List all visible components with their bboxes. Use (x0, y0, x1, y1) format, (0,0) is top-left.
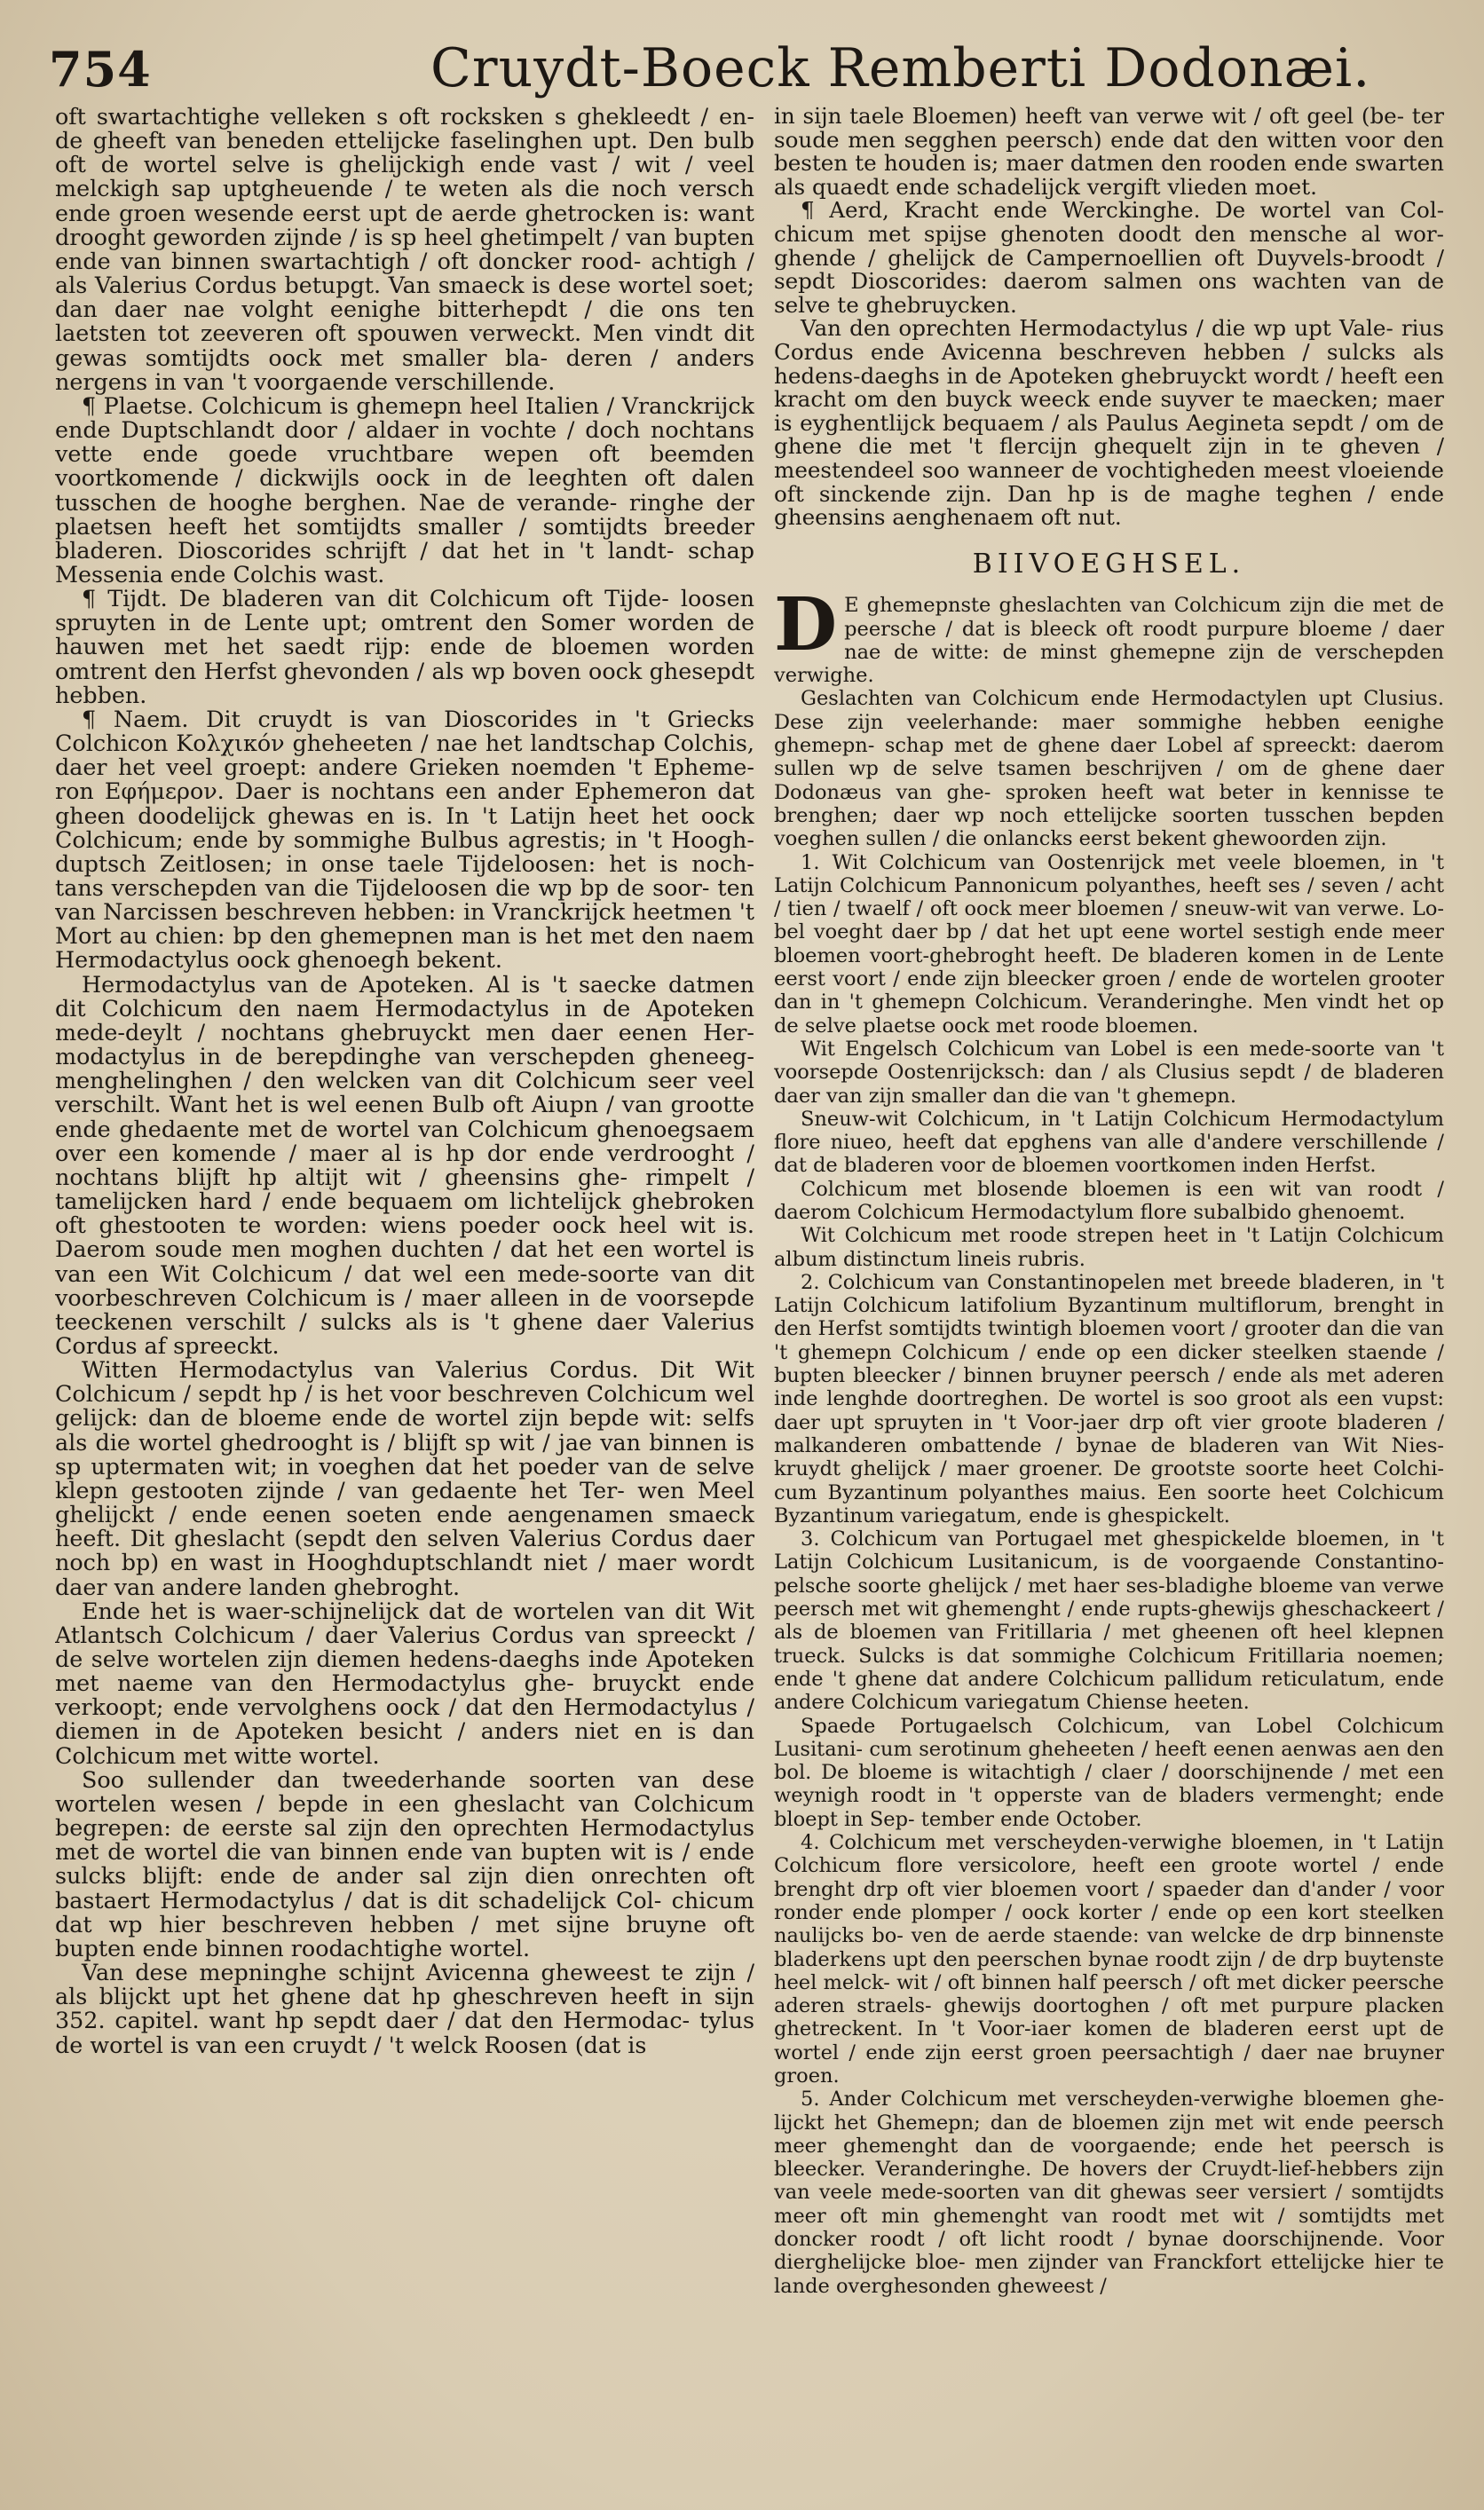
bijvoegsel-paragraph: 4. Colchicum met verscheyden-verwighe bloemen, in 't Latijn Colchicum flore versicolore, heeft een groote wortel / ende brenght drp oft vier bloemen voort / spaeder dan d'ander / voor ronder ende plomper / oock korter / ende op een kort steelken naulijcks bo- ven de aerde staende: van welcke de drp binnenste bladerkens upt den peerschen bynae roodt zijn / de drp buytenste heel melck- wit / oft binnen half peersch / oft met dicker peersche aderen straels- ghewijs doortoghen / oft met purpure placken ghetreckent. In 't Voor-iaer komen de bladeren eerst upt de wortel / ende zijn eerst groen peersachtigh / daer nae bruyner groen. (774, 1831, 1444, 2088)
bijvoegsel-intro (774, 582, 1444, 688)
page-header (49, 36, 1442, 98)
bijvoegsel-paragraph: 3. Colchicum van Portugael met ghespickelde bloemen, in 't Latijn Colchicum Lusitanicum, is de voorgaende Constantino- pelsche soorte ghelijck / met haer ses-bladighe bloeme van verwe peersch met wit ghemenght / ende rupts-ghewijs gheschackeert / als de bloemen van Fritillaria / met gheenen oft heel klepnen trueck. Sulcks is dat sommighe Colchicum Fritillaria noemen; ende 't ghene dat andere Colchicum pallidum reticulatum, ende andere Colchicum variegatum Chiense heeten. (774, 1527, 1444, 1715)
paragraph-aerd-kracht: ¶ Aerd, Kracht ende Werckinghe. De wortel van Col- chicum met spijse ghenoten doodt den mensche al wor- ghende / ghelijck de Campernoellien oft Duyvels-broodt / sepdt Dioscorides: daerom salmen ons wachten van de selve te ghebruycken. (774, 197, 1444, 318)
bijvoegsel-intro-text: E ghemepnste gheslachten van Colchicum zijn die met de peersche / dat is bleeck oft roodt purpure bloeme / daer nae de witte: de minst ghemepne zijn de verschepden verwighe. (774, 594, 1444, 688)
page-number: 754 (49, 41, 152, 98)
paragraph-witten-hermodactylus: Witten Hermodactylus van Valerius Cordus. Dit Wit Colchicum / sepdt hp / is het voor beschreven Colchicum wel gelijck: dan de bloeme ende de wortel zijn bepde wit: selfs als die wortel ghedrooght is / blijft sp wit / jae van binnen is sp uptermaten wit; in voeghen dat het poeder van de selve klepn gestooten zijnde / van gedaente het Ter- wen Meel ghelijckt / ende eenen soeten ende aengenamen smaeck heeft. Dit gheslacht (sepdt den selven Valerius Cordus daer noch bp) en wast in Hooghduptschlandt niet / maer wordt daer van andere landen ghebroght. (55, 1356, 754, 1600)
paragraph-tweederhande-soorten: Soo sullender dan tweederhande soorten van dese wortelen wesen / bepde in een gheslacht van Colchicum begrepen: de eerste sal zijn den oprechten Hermodactylus met de wortel die van binnen ende van bupten wit is / ende sulcks blijft: ende de ander sal zijn dien onrechten oft bastaert Hermodactylus / dat is dit schadelijck Col- chicum dat wp hier beschreven hebben / met sijne bruyne oft bupten ende binnen roodachtighe wortel. (55, 1765, 754, 1961)
paragraph-continuation: in sijn taele Bloemen) heeft van verwe wit / oft geel (be- ter soude men segghen peersch) ende dat den witten voor den besten te houden is; maer datmen den rooden ende swarten als quaedt ende schadelijck vergift vlieden moet. (774, 105, 1444, 200)
bijvoegsel-section (774, 582, 1444, 2298)
bijvoegsel-paragraph: 5. Ander Colchicum met verscheyden-verwighe bloemen ghe- lijckt het Ghemepn; dan de bloemen zijn met wit ende peersch meer ghemenght dan de voorgaende; ende het peersch is bleecker. Veranderinghe. De hovers der Cruydt-lief-hebbers zijn van veele mede-soorten van dit ghewas seer versiert / somtijdts meer oft min ghemenght van roodt met wit / somtijdts met doncker roodt / oft licht roodt / bynae doorschijnende. Voor dierghelijcke bloe- men zijnder van Franckfort ettelijcke hier te lande overghesonden gheweest / (774, 2088, 1444, 2298)
paragraph-plaetse: ¶ Plaetse. Colchicum is ghemepn heel Italien / Vranckrijck ende Duptschlandt door / aldaer in vochte / doch nochtans vette ende goede vruchtbare wepen oft beemden voortkomende / dickwijls oock in de leeghten oft dalen tusschen de hooghe berghen. Nae de verande- ringhe der plaetsen heeft het somtijdts smaller / somtijdts breeder bladeren. Dioscorides schrijft / dat het in 't landt- schap Messenia ende Colchis wast. (55, 391, 754, 588)
bijvoegsel-paragraph: Wit Engelsch Colchicum van Lobel is een mede-soorte van 't voorsepde Oostenrijcksch: dan / als Clusius sepdt / de bladeren daer van zijn smaller dan die van 't ghemepn. (774, 1037, 1444, 1108)
drop-cap-letter: D (774, 582, 838, 668)
paragraph-naem: ¶ Naem. Dit cruydt is van Dioscorides in 't Griecks Colchicon Κολχικόν gheheeten / nae het landtschap Colchis, daer het veel groept: andere Grieken noemden 't Epheme- ron Εφήμερον. Daer is nochtans een ander Ephemeron dat gheen doodelijck ghewas en is. In 't Latijn heet het oock Colchicum; ende by sommighe Bulbus agrestis; in 't Hoogh- duptsch Zeitlosen; in onse taele Tijdeloosen: het is noch- tans verschepden van die Tijdeloosen die wp bp de soor- ten van Narcissen beschreven hebben: in Vranckrijck heetmen 't Mort au chien: bp den ghemepnen man is het met den naem Hermodactylus oock ghenoegh bekent. (55, 705, 754, 974)
running-title: Cruydt-Boeck Remberti Dodonæi. (430, 37, 1371, 99)
bijvoegsel-paragraph: Wit Colchicum met roode strepen heet in 't Latijn Colchicum album distinctum lineis rubris. (774, 1224, 1444, 1271)
bijvoegsel-paragraph: Sneuw-wit Colchicum, in 't Latijn Colchicum Hermodactylum flore niueo, heeft dat epghens van alle d'andere verschillende / dat de bladeren voor de bloemen voortkomen inden Herfst. (774, 1107, 1444, 1178)
paragraph-description: oft swartachtighe velleken s oft rocksken s ghekleedt / en- de gheeft van beneden ettelijcke faselinghen upt. Den bulb oft de wortel selve is ghelijckigh ende vast / wit / veel melckigh sap uptgheuende / te weten als die noch versch ende groen wesende eerst upt de aerde ghetrocken is: want drooght geworden zijnde / is sp heel ghetimpelt / van bupten ende van binnen swartachtigh / oft doncker rood- achtigh / als Valerius Cordus betupgt. Van smaeck is dese wortel soet; dan daer nae volght eenighe bitterhepdt / die ons ten laetsten tot zeeveren oft spouwen verweckt. Men vindt dit gewas somtijdts oock met smaller bla- deren / anders nergens in van 't voorgaende verschillende. (55, 105, 754, 395)
paragraph-waer-schijnelijck: Ende het is waer-schijnelijck dat de wortelen van dit Wit Atlantsch Colchicum / daer Valerius Cordus van spreeckt / de selve wortelen zijn diemen hedens-daeghs inde Apoteken met naeme van den Hermodactylus ghe- bruyckt ende verkoopt; ende vervolghens oock / dat den Hermodactylus / diemen in de Apoteken besicht / anders niet en is dan Colchicum met witte wortel. (55, 1597, 754, 1769)
section-heading: BIIVOEGHSEL. (972, 548, 1246, 580)
bijvoegsel-paragraph: 1. Wit Colchicum van Oostenrijck met veele bloemen, in 't Latijn Colchicum Pannonicum polyanthes, heeft ses / seven / acht / tien / twaelf / oft oock meer bloemen / sneuw-wit van verwe. Lo- bel voeght daer bp / dat het upt eene wortel sestigh ende meer bloemen voort-ghebroght heeft. De bladeren komen in de Lente eerst voort / ende zijn bleecker groen / ende de wortelen grooter dan in 't ghemepn Colchicum. Veranderinghe. Men vindt het op de selve plaetse oock met roode bloemen. (774, 850, 1444, 1038)
bijvoegsel-paragraph: Geslachten van Colchicum ende Hermodactylen upt Clusius. Dese zijn veelerhande: maer sommighe hebben eenighe ghemepn- schap met de ghene daer Lobel af spreeckt: daerom sullen wp de selve tsamen beschrijven / om de ghene daer Dodonæus van ghe- sproken heeft wat beter in kennisse te brenghen; daer wp noch ettelijcke soorten tusschen bepden voeghen sullen / die onlancks eerst bekent ghewoorden zijn. (774, 687, 1444, 851)
paragraph-avicenna: Van dese mepninghe schijnt Avicenna gheweest te zijn / als blijckt upt het ghene dat hp gheschreven heeft in sijn 352. capitel. want hp sepdt daer / dat den Hermodac- tylus de wortel is van een cruydt / 't welck Roosen (dat is (55, 1959, 754, 2058)
bijvoegsel-paragraph: Colchicum met blosende bloemen is een wit van roodt / daerom Colchicum Hermodactylum flore subalbido ghenoemt. (774, 1177, 1444, 1224)
bijvoegsel-paragraph: Spaede Portugaelsch Colchicum, van Lobel Colchicum Lusitani- cum serotinum gheheeten / heeft eenen aenwas aen den bol. De bloeme is witachtigh / claer / doorschijnende / met een weynigh roodt in 't opperste van de bladers vermenght; ende bloept in Sep- tember ende October. (774, 1714, 1444, 1831)
right-text-column (774, 105, 1444, 2492)
paragraph-oprechten-hermodactylus: Van den oprechten Hermodactylus / die wp upt Vale- rius Cordus ende Avicenna beschreven hebben / sulcks als hedens-daeghs in de Apoteken ghebruyckt wordt / heeft een kracht om den buyck weeck ende suyver te maecken; maer is eyghentlijck bequaem / als Paulus Aegineta sepdt / om de ghene die met 't flercijn ghequelt zijn in te gheven / meestendeel soo wanneer de vochtigheden meest vloeiende oft sinckende zijn. Dan hp is de maghe teghen / ende gheensins aenghenaem oft nut. (774, 315, 1444, 531)
left-text-column (55, 105, 754, 2492)
paragraph-hermodactylus-apoteken: Hermodactylus van de Apoteken. Al is 't saecke datmen dit Colchicum den naem Hermodactylus in de Apoteken mede-deylt / nochtans ghebruyckt men daer eenen Her- modactylus in de berepdinghe van verschepden gheneeg- menghelinghen / den welcken van dit Colchicum seer veel verschilt. Want het is wel eenen Bulb oft Aiupn / van grootte ende ghedaente met de wortel van Colchicum ghenoegsaem over een komende / maer al is hp dor ende verdrooght / nochtans blijft hp altijt wit / gheensins ghe- rimpelt / tamelijcken hard / ende bequaem om lichtelijck ghebroken oft ghestooten te worden: wiens poeder oock heel wit is. Daerom soude men moghen duchten / dat het een wortel is van een Wit Colchicum / dat wel een mede-soorte van dit voorbeschreven Colchicum is / maer alleen in de voorsepde teeckenen verschilt / sulcks als is 't ghene daer Valerius Cordus af spreeckt. (55, 970, 754, 1359)
paragraph-tijdt: ¶ Tijdt. De bladeren van dit Colchicum oft Tijde- loosen spruyten in de Lente upt; omtrent den Somer worden de hauwen met het saedt rijp: ende de bloemen worden omtrent den Herfst ghevonden / als wp boven oock ghesepdt hebben. (55, 585, 754, 708)
bijvoegsel-paragraph: 2. Colchicum van Constantinopelen met breede bladeren, in 't Latijn Colchicum latifolium Byzantinum multiflorum, brenght in den Herfst somtijdts twintigh bloemen voort / grooter dan die van 't ghemepn Colchicum / ende op een dicker steelken staende / bupten bleecker / binnen bruyner peersch / ende als met aderen inde lenghde doortreghen. De wortel is soo groot als een vupst: daer upt spruyten in 't Voor-jaer drp oft vier groote bladeren / malkanderen ombattende / bynae de bladeren van Wit Nies- kruydt ghelijck / maer groener. De grootste soorte heet Colchi- cum Byzantinum polyanthes maius. Een soorte heet Colchicum Byzantinum variegatum, ende is ghespickelt. (774, 1270, 1444, 1527)
